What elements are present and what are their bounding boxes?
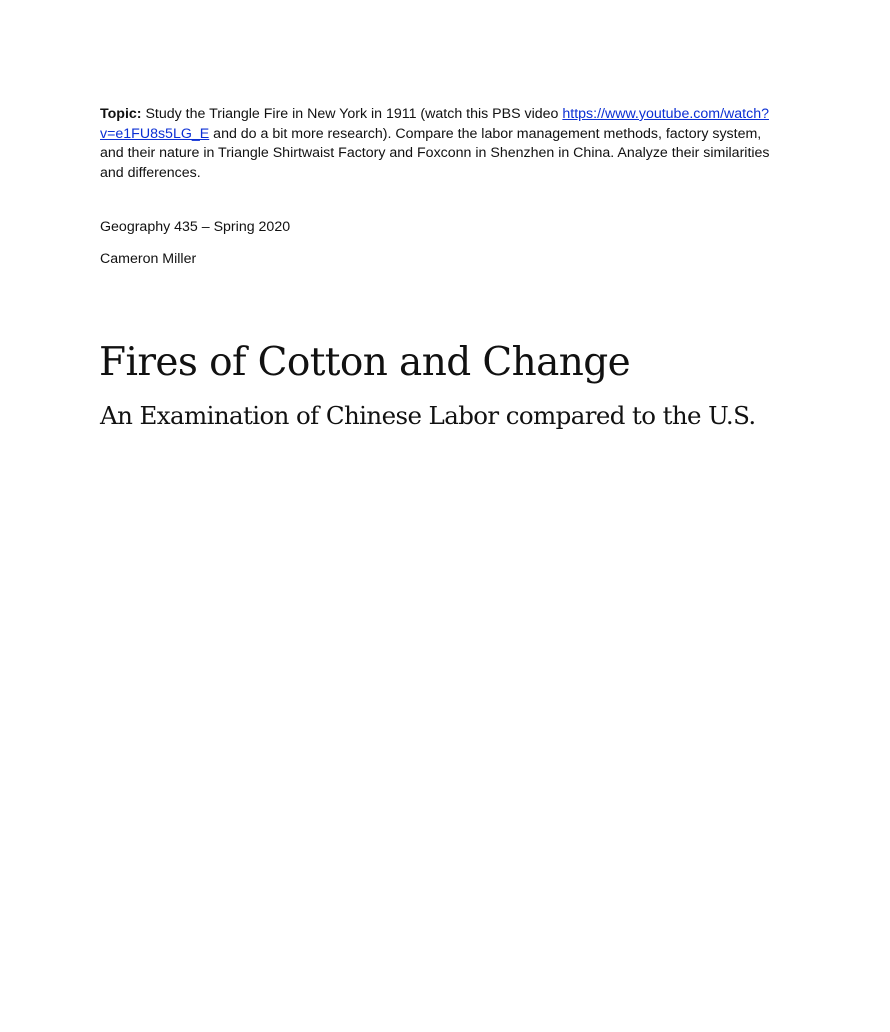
youtube-video-link[interactable]: https://www.youtube.com/watch?v=e1FU8s5LG_E [100,106,769,142]
topic-paragraph [100,105,780,183]
topic-text-body: and do a bit more research). Compare the labor management methods, factory system, and their nature in Triangle Shirtwaist Factory and Foxconn in Shenzhen in China. Analyze their similarities and differences. [100,125,770,181]
document-subtitle: An Examination of Chinese Labor compared to the U.S. [100,401,756,430]
topic-text-intro: Study the Triangle Fire in New York in 1911 (watch this PBS video [141,106,563,122]
document-title: Fires of Cotton and Change [99,340,631,385]
course-info: Geography 435 – Spring 2020 [100,219,291,235]
author-name: Cameron Miller [100,251,197,267]
topic-label: Topic: [100,106,142,122]
